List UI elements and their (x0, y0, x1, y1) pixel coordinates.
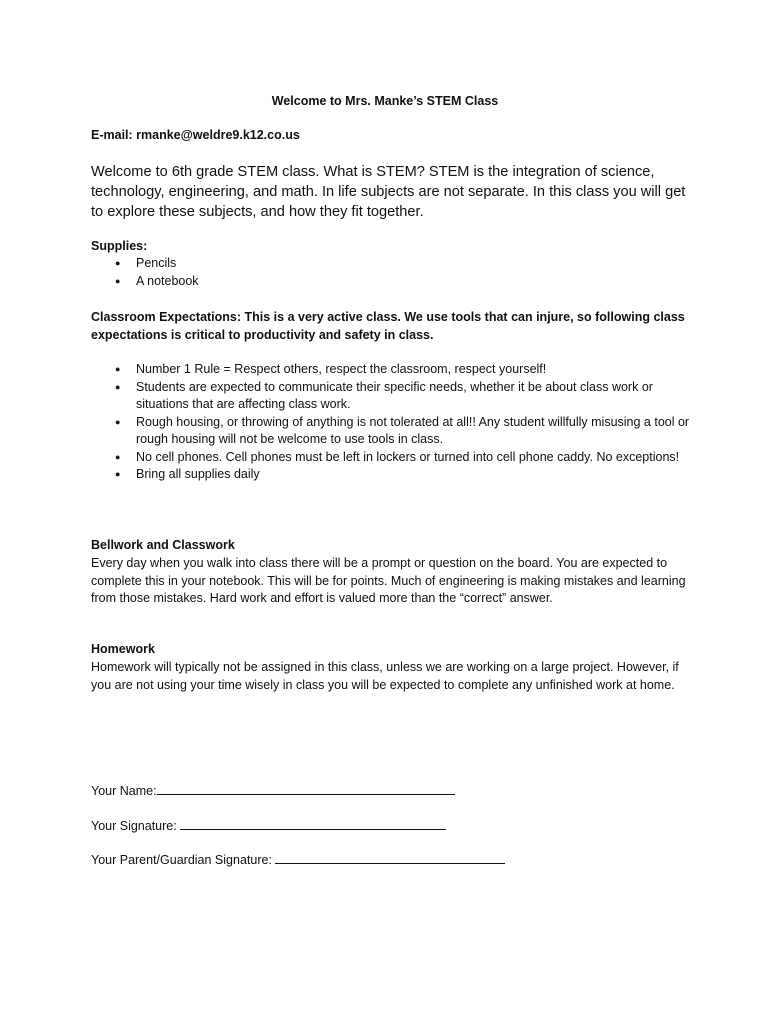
bullet-icon: ● (115, 364, 121, 374)
homework-paragraph: Homework will typically not be assigned in this class, unless we are working on a large project. However, if you are not using your time wisely in class you will be expected to complete any unfinished work at home. (91, 660, 679, 692)
bullet-icon: ● (115, 416, 121, 427)
signature-line (91, 817, 446, 836)
list-item: ● Students are expected to communicate their specific needs, whether it be about class work or situations that are affecting class work. (115, 379, 653, 411)
bullet-icon: ● (115, 451, 121, 462)
list-item: ● Rough housing, or throwing of anything is not tolerated at all!! Any student willfully misusing a tool or rough housing will not be welcome to use tools in class. (115, 414, 690, 446)
bullet-icon: ● (115, 258, 121, 268)
name-field[interactable] (157, 782, 455, 795)
expectations-heading: Classroom Expectations: This is a very active class. We use tools that can injure, so following class expectations is critical to productivity and safety in class. (91, 310, 685, 342)
name-label: Your Name: (91, 784, 157, 798)
signature-field[interactable] (180, 817, 446, 830)
bullet-icon: ● (115, 469, 121, 479)
name-line (91, 782, 455, 801)
intro-paragraph: Welcome to 6th grade STEM class. What is STEM? STEM is the integration of science, technology, engineering, and math. In life subjects are not separate. In this class you will get to explore these subjects, and how they fit together. (91, 164, 686, 220)
bullet-icon: ● (115, 381, 121, 392)
supplies-heading: Supplies: (91, 239, 148, 253)
list-item: ● Pencils (91, 255, 691, 273)
bellwork-heading: Bellwork and Classwork (91, 538, 235, 552)
list-item: ● No cell phones. Cell phones must be left in lockers or turned into cell phone caddy. No exceptions! (91, 449, 691, 467)
parent-signature-label: Your Parent/Guardian Signature: (91, 853, 276, 867)
parent-signature-line (91, 851, 505, 870)
signature-label: Your Signature: (91, 819, 181, 833)
homework-heading: Homework (91, 642, 155, 656)
bullet-icon: ● (115, 275, 121, 286)
parent-signature-field[interactable] (275, 851, 505, 864)
list-item: ● Bring all supplies daily (91, 466, 691, 484)
bellwork-paragraph: Every day when you walk into class there will be a prompt or question on the board. You are expected to complete this in your notebook. This will be for points. Much of engineering is making mistakes and learning from those mistakes. Hard work and effort is valued more than the “correct” answer. (91, 556, 686, 605)
rules-list (91, 361, 691, 484)
email-line: E-mail: rmanke@weldre9.k12.co.us (91, 128, 300, 142)
supplies-list (91, 255, 691, 290)
list-item: ● A notebook (91, 273, 691, 291)
list-item: ● Number 1 Rule = Respect others, respect the classroom, respect yourself! (91, 361, 691, 379)
page-title: Welcome to Mrs. Manke’s STEM Class (271, 94, 499, 108)
